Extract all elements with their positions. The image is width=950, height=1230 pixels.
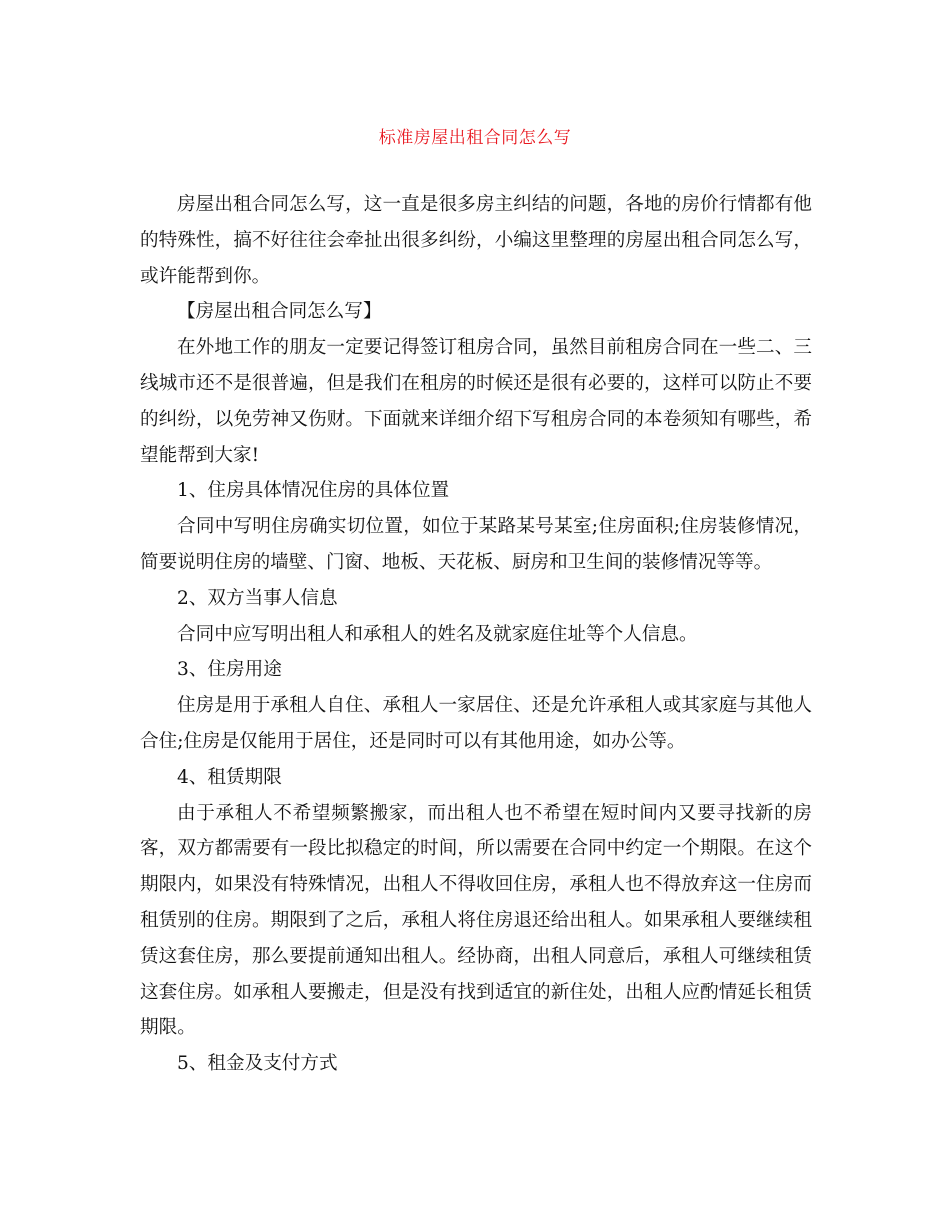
item-heading-3: 3、住房用途	[177, 659, 282, 681]
body-paragraph: 在外地工作的朋友一定要记得签订租房合同，虽然目前租房合同在一些二、三线城市还不是很普遍，但是我们在租房的时候还是很有必要的，这样可以防止不要的纠纷，以免劳神又伤财。下面就来详细介绍下写租房合同的本卷须知有哪些，希望能帮到大家!	[140, 337, 812, 466]
item-heading-5: 5、租金及支付方式	[177, 1053, 338, 1075]
body-paragraph: 合同中写明住房确实切位置，如位于某路某号某室;住房面积;住房装修情况，简要说明住房的墙壁、门窗、地板、天花板、厨房和卫生间的装修情况等等。	[140, 516, 812, 573]
item-heading-4: 4、租赁期限	[177, 766, 282, 788]
item-heading-1: 1、住房具体情况住房的具体位置	[177, 480, 450, 502]
section-heading: 【房屋出租合同怎么写】	[177, 301, 382, 323]
item-heading-2: 2、双方当事人信息	[177, 587, 338, 609]
document-title: 标准房屋出租合同怎么写	[378, 128, 572, 148]
intro-paragraph: 房屋出租合同怎么写，这一直是很多房主纠结的问题，各地的房价行情都有他的特殊性，搞不好往往会牵扯出很多纠纷，小编这里整理的房屋出租合同怎么写，或许能帮到你。	[140, 194, 812, 287]
document-body	[140, 187, 812, 1082]
body-paragraph: 合同中应写明出租人和承租人的姓名及就家庭住址等个人信息。	[177, 623, 698, 645]
body-paragraph: 住房是用于承租人自住、承租人一家居住、还是允许承租人或其家庭与其他人合住;住房是仅能用于居住，还是同时可以有其他用途，如办公等。	[140, 695, 812, 752]
body-paragraph: 由于承租人不希望频繁搬家，而出租人也不希望在短时间内又要寻找新的房客，双方都需要有一段比拟稳定的时间，所以需要在合同中约定一个期限。在这个期限内，如果没有特殊情况，出租人不得收回住房，承租人也不得放弃这一住房而租赁别的住房。期限到了之后，承租人将住房退还给出租人。如果承租人要继续租赁这套住房，那么要提前通知出租人。经协商，出租人同意后，承租人可继续租赁这套住房。如承租人要搬走，但是没有找到适宜的新住处，出租人应酌情延长租赁期限。	[140, 802, 812, 1039]
